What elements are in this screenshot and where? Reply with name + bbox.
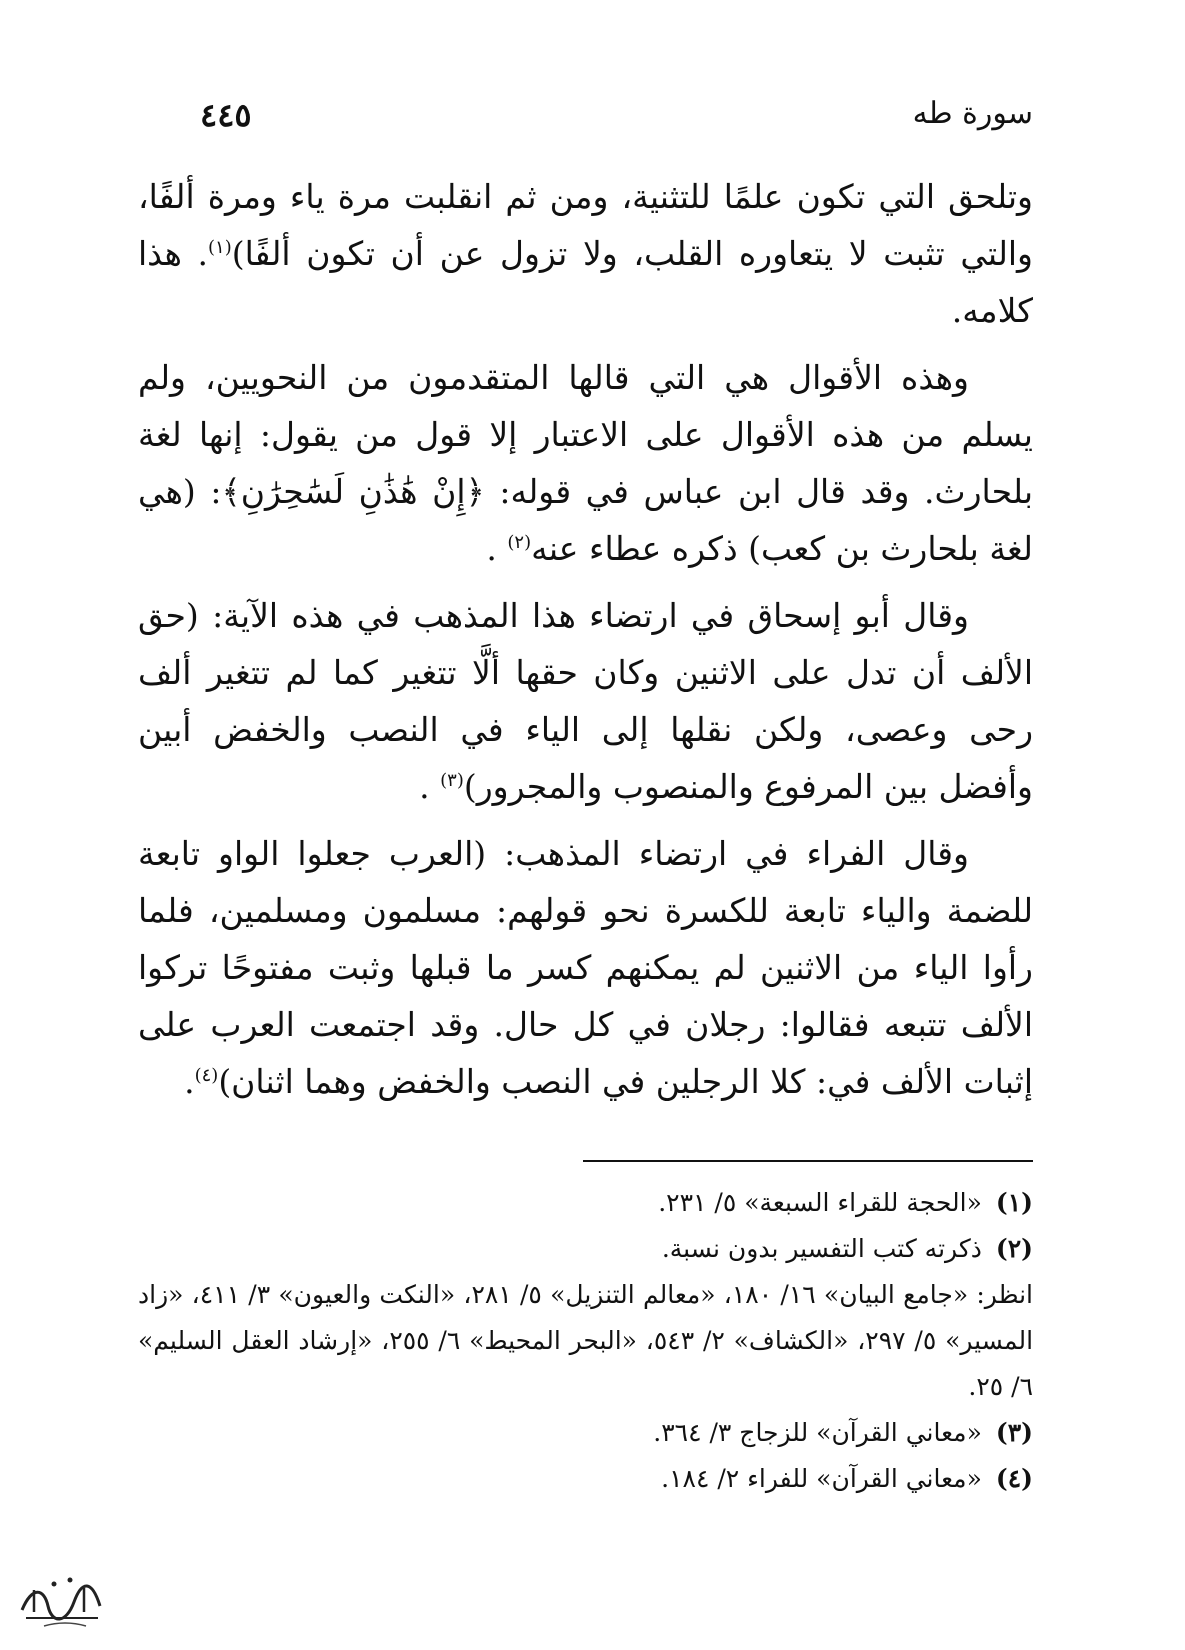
- footnote-number: (٤): [995, 1464, 1033, 1493]
- surah-title: سورة طه: [912, 96, 1033, 131]
- paragraph-3-text: وقال أبو إسحاق في ارتضاء هذا المذهب في هذه الآية: (حق الألف أن تدل على الاثنين وكان حقها ألَّا تتغير كما لم تتغير ألف رحى وعصى، ولكن نقلها إلى الياء في النصب والخفض أبين وأفضل بين المرفوع والمنصوب والمجرور): [138, 596, 1033, 806]
- footnote-number: (١): [995, 1188, 1033, 1217]
- footnote-text: انظر: «جامع البيان» ١٦/ ١٨٠، «معالم التنزيل» ٥/ ٢٨١، «النكت والعيون» ٣/ ٤١١، «زاد المسير» ٥/ ٢٩٧، «الكشاف» ٢/ ٥٤٣، «البحر المحيط» ٦/ ٢٥٥، «إرشاد العقل السليم» ٦/ ٢٥.: [138, 1280, 1034, 1401]
- footnote-text: «الحجة للقراء السبعة» ٥/ ٢٣١.: [658, 1188, 982, 1217]
- footnote-number: (٣): [995, 1418, 1033, 1447]
- footnote-4: [138, 1456, 1033, 1502]
- footnote-3: [138, 1410, 1033, 1456]
- paragraph-1: [138, 168, 1033, 339]
- footnote-2: [138, 1226, 1033, 1272]
- footnote-text: «معاني القرآن» للفراء ٢/ ١٨٤.: [661, 1464, 982, 1493]
- footnote-ref-4: (٤): [194, 1065, 219, 1086]
- footnote-ref-1: (١): [208, 237, 232, 258]
- paragraph-4-text: وقال الفراء في ارتضاء المذهب: (العرب جعلوا الواو تابعة للضمة والياء تابعة للكسرة نحو قولهم: مسلمون ومسلمين، فلما رأوا الياء من الاثنين لم يمكنهم كسر ما قبلها وثبت مفتوحًا تركوا الألف تتبعه فقالوا: رجلان في كل حال. وقد اجتمعت العرب على إثبات الألف في: كلا الرجلين في النصب والخفض وهما اثنان): [138, 834, 1033, 1101]
- page-number: ٤٤٥: [200, 96, 252, 134]
- calligraphy-logo-icon: [14, 1566, 106, 1632]
- footnotes: [138, 1180, 1033, 1502]
- page-header: [200, 96, 1033, 146]
- footnote-ref-3: (٣): [440, 770, 464, 791]
- paragraph-4: [138, 825, 1033, 1110]
- paragraph-2-tail: .: [486, 529, 508, 568]
- footnote-ref-2: (٢): [507, 532, 532, 553]
- footnote-number: (٢): [995, 1234, 1033, 1263]
- paragraph-1-text: وتلحق التي تكون علمًا للتثنية، ومن ثم انقلبت مرة ياء ومرة ألفًا، والتي تثبت لا يتعاوره القلب، ولا تزول عن أن تكون ألفًا): [138, 177, 1033, 273]
- paragraph-3-tail: .: [419, 767, 441, 806]
- paragraph-2: [138, 349, 1033, 577]
- paragraph-4-tail: .: [184, 1062, 195, 1101]
- footnote-text: «معاني القرآن» للزجاج ٣/ ٣٦٤.: [653, 1418, 982, 1447]
- footnote-2-continuation: [138, 1272, 1033, 1410]
- footnote-1: [138, 1180, 1033, 1226]
- footnote-text: ذكرته كتب التفسير بدون نسبة.: [661, 1234, 982, 1263]
- paragraph-3: [138, 587, 1033, 815]
- paragraph-2-text: وهذه الأقوال هي التي قالها المتقدمون من النحويين، ولم يسلم من هذه الأقوال على الاعتبار إلا قول من يقول: إنها لغة بلحارث. وقد قال ابن عباس في قوله: ﴿إِنْ هَٰذَٰنِ لَسَٰحِرَٰنِ﴾: (هي لغة بلحارث بن كعب) ذكره عطاء عنه: [138, 358, 1033, 568]
- paragraph-1-tail: . هذا كلامه.: [138, 234, 1033, 330]
- footnote-separator: [583, 1160, 1033, 1162]
- main-text: [138, 168, 1033, 1120]
